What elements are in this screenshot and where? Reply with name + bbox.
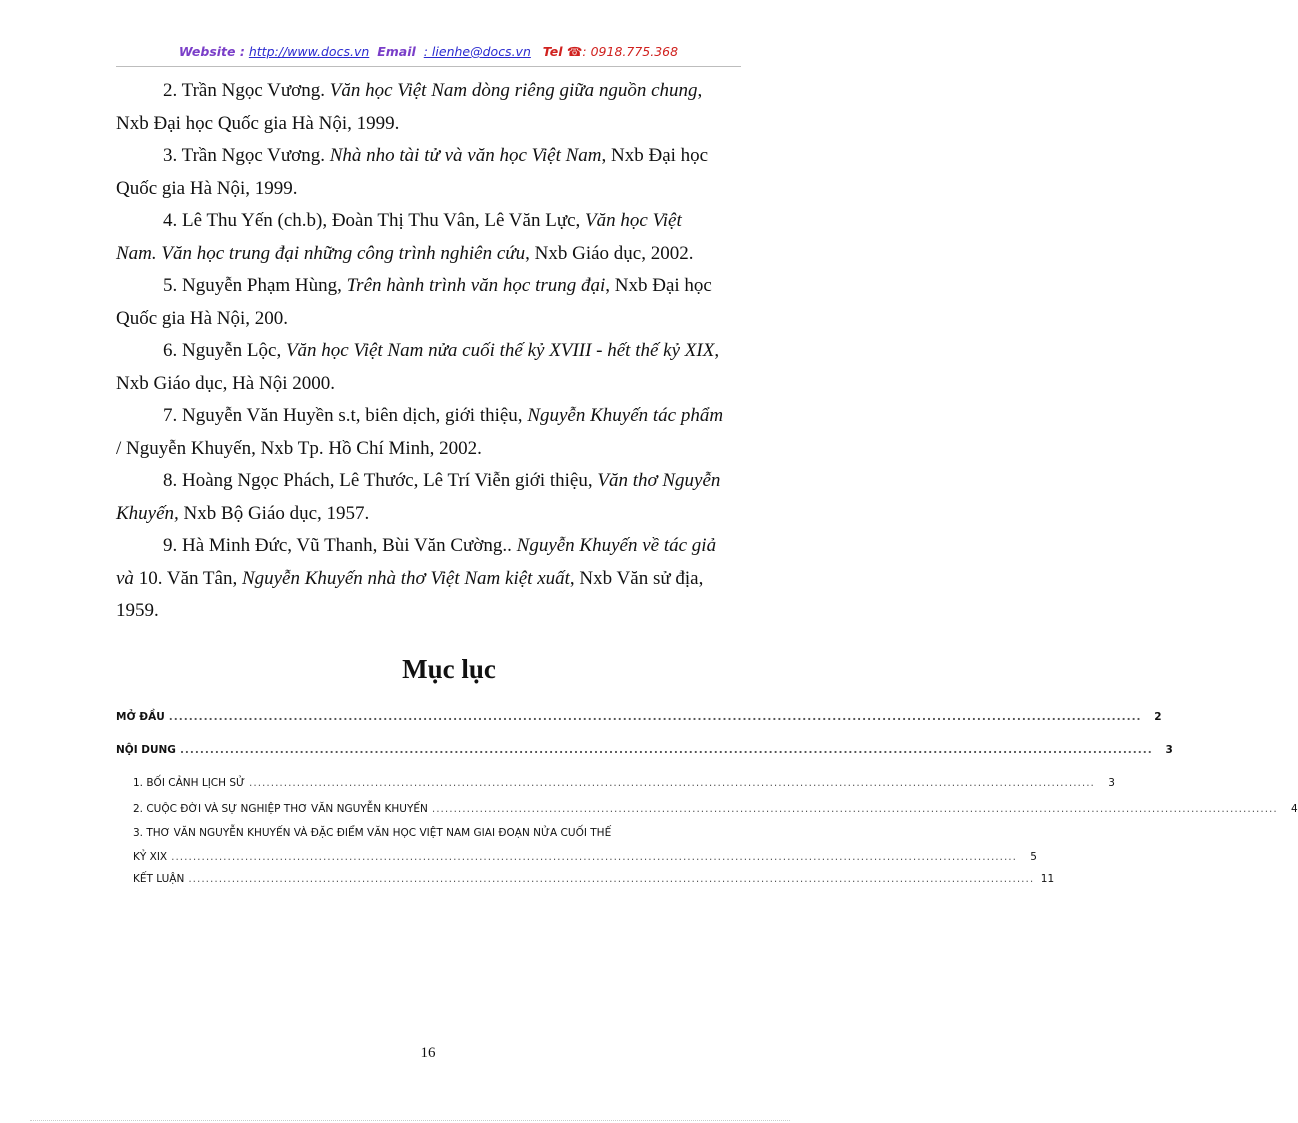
tel-label: Tel ☎ xyxy=(542,44,583,59)
website-link[interactable]: http://www.docs.vn xyxy=(248,44,370,59)
reference-item: 2. Trần Ngọc Vương. Văn học Việt Nam dòng riêng giữa nguồn chung, Nxb Đại học Quốc gia Hà Nội, 1999. xyxy=(116,80,703,134)
toc-item-noi-dung[interactable]: NỘI DUNG ................................................................................................................................................................................................... 3 xyxy=(116,744,1173,756)
reference-item: 8. Hoàng Ngọc Phách, Lê Thước, Lê Trí Viễn giới thiệu, Văn thơ Nguyễn Khuyến, Nxb Bộ Giáo dục, 1957. xyxy=(116,470,721,524)
header-rule xyxy=(116,66,741,67)
page-header xyxy=(116,44,741,59)
toc-item-boi-canh[interactable]: 1. BỐI CẢNH LỊCH SỬ ................................................................................................................................................................................................... 3 xyxy=(133,777,1115,789)
website-label: Website : xyxy=(178,44,245,59)
page-bottom-divider xyxy=(30,1120,790,1121)
reference-item: 3. Trần Ngọc Vương. Nhà nho tài tử và văn học Việt Nam, Nxb Đại học Quốc gia Hà Nội, 1999. xyxy=(116,145,709,199)
reference-item: 9. Hà Minh Đức, Vũ Thanh, Bùi Văn Cường.. Nguyễn Khuyến về tác giả và 10. Văn Tân, Nguyễn Khuyến nhà thơ Việt Nam kiệt xuất, Nxb Văn sử địa, 1959. xyxy=(116,535,717,621)
table-of-contents xyxy=(116,705,1298,889)
toc-item-tho-van[interactable]: KỶ XIX ................................................................................................................................................................................................... 5 xyxy=(133,851,1037,863)
toc-item-tho-van-line1[interactable]: 3. THƠ VĂN NGUYỄN KHUYẾN VÀ ĐẶC ĐIỂM VĂN HỌC VIỆT NAM GIAI ĐOẠN NỬA CUỐI THẾ xyxy=(133,827,612,839)
reference-list xyxy=(116,75,738,628)
toc-item-cuoc-doi[interactable]: 2. CUỘC ĐỜI VÀ SỰ NGHIỆP THƠ VĂN NGUYỄN KHUYẾN ................................................................................................................................................................................................... 4 xyxy=(133,803,1298,815)
toc-item-mo-dau[interactable]: MỞ ĐẦU ................................................................................................................................................................................................... 2 xyxy=(116,711,1162,723)
toc-title: Mục lục xyxy=(402,654,496,684)
toc-item-ket-luan[interactable]: KẾT LUẬN ................................................................................................................................................................................................... 11 xyxy=(133,873,1055,885)
tel-value: : 0918.775.368 xyxy=(582,44,679,59)
reference-item: 7. Nguyễn Văn Huyền s.t, biên dịch, giới thiệu, Nguyễn Khuyến tác phẩm / Nguyễn Khuyến, Nxb Tp. Hồ Chí Minh, 2002. xyxy=(116,405,724,459)
reference-item: 5. Nguyễn Phạm Hùng, Trên hành trình văn học trung đại, Nxb Đại học Quốc gia Hà Nội, 200. xyxy=(116,275,712,329)
email-link[interactable]: : lienhe@docs.vn xyxy=(423,44,531,59)
reference-item: 6. Nguyễn Lộc, Văn học Việt Nam nửa cuối thế kỷ XVIII - hết thế kỷ XIX, Nxb Giáo dục, Hà Nội 2000. xyxy=(116,340,720,394)
reference-item: 4. Lê Thu Yến (ch.b), Đoàn Thị Thu Vân, Lê Văn Lực, Văn học Việt Nam. Văn học trung đại những công trình nghiên cứu, Nxb Giáo dục, 2002. xyxy=(116,210,694,264)
page-number: 16 xyxy=(420,1045,436,1061)
email-label: Email xyxy=(377,44,416,59)
